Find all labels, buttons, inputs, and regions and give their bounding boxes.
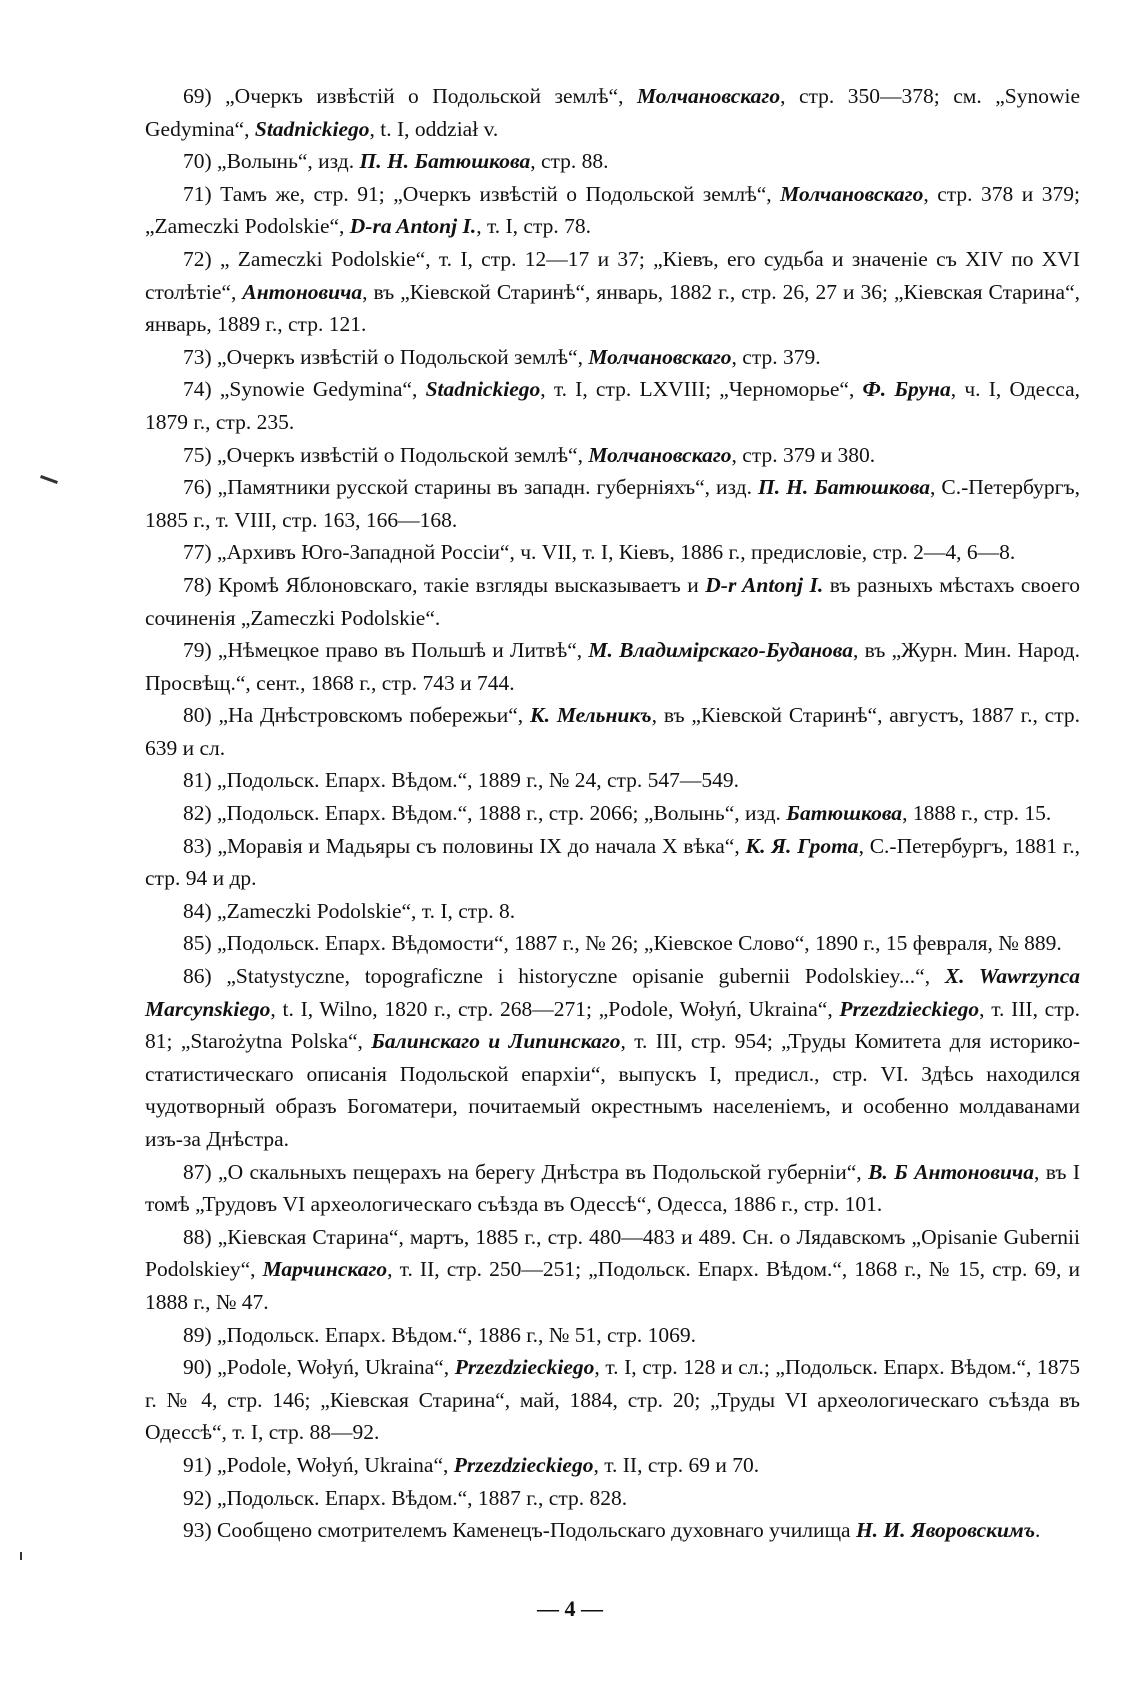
footnote-text: , т. I, стр. LXVIII; „Черноморье“, xyxy=(540,377,863,402)
footnote-author: П. Н. Батюшкова xyxy=(758,475,931,500)
page-number: — 4 — xyxy=(537,1596,603,1621)
footnote-text: 87) „О скальныхъ пещерахъ на берегу Днѣстра въ Подольской губерніи“, xyxy=(183,1159,869,1184)
footnote-author: Батюшкова xyxy=(786,801,903,826)
footnote-text: , стр. 379 и 380. xyxy=(731,442,876,467)
footnote-text: 88) „Кіевская Старина“, мартъ, 1885 г., стр. 480—483 и 489. Сн. о Лядавскомъ „Opisanie Gubernii Podolskiey“, xyxy=(145,1224,1080,1282)
footnote-text: , 1888 г., стр. 15. xyxy=(902,801,1052,826)
footnote-text: , С.-Петербургъ, 1885 г., т. VIII, стр. 163, 166—168. xyxy=(145,475,1080,532)
footnote-text: 80) „На Днѣстровскомъ побережьи“, xyxy=(183,703,531,728)
footnote-text: , t. I, oddział v. xyxy=(369,116,499,141)
footnote-text: , въ „Кіевской Старинѣ“, январь, 1882 г., стр. 26, 27 и 36; „Кіевская Старина“, январь, 1889 г., стр. 121. xyxy=(145,279,1080,337)
footnote-74 xyxy=(145,373,1080,438)
footnote-93 xyxy=(145,1514,1080,1547)
footnote-text: 82) „Подольск. Епарх. Вѣдом.“, 1888 г., стр. 2066; „Волынь“, изд. xyxy=(183,801,787,826)
footnote-text: , стр. 378 и 379; „Zameczki Podolskie“, xyxy=(145,181,1080,239)
footnote-text: 92) „Подольск. Епарх. Вѣдом.“, 1887 г., стр. 828. xyxy=(183,1485,628,1510)
footnote-text: 89) „Подольск. Епарх. Вѣдом.“, 1886 г., № 51, стр. 1069. xyxy=(183,1322,697,1347)
footnote-text: , въ „Кіевской Старинѣ“, августъ, 1887 г., стр. 639 и сл. xyxy=(145,703,1080,760)
footnote-text: 86) „Statystyczne, topograficzne i historyczne opisanie gubernii Podolskiey...“, xyxy=(183,964,945,989)
footnote-author: Н. И. Яворовскимъ xyxy=(855,1518,1036,1543)
footnote-author: В. Б Антоновича xyxy=(868,1159,1034,1184)
footnote-author: Przezdzieckiego xyxy=(453,1452,594,1477)
footnote-text: 71) Тамъ же, стр. 91; „Очеркъ извѣстій о Подольской землѣ“, xyxy=(183,181,781,206)
footnote-79 xyxy=(145,634,1080,699)
footnote-73 xyxy=(145,341,1080,374)
footnote-author: Ф. Бруна xyxy=(862,377,951,402)
scan-mark xyxy=(40,475,58,484)
footnote-84 xyxy=(145,895,1080,928)
footnote-text: , т. III, стр. 81; „Starożytna Polska“, xyxy=(145,996,1080,1054)
footnote-text: , т. I, стр. 128 и сл.; „Подольск. Епарх. Вѣдом.“, 1875 г. № 4, стр. 146; „Кіевская Старина“, май, 1884, стр. 20; „Труды VI археологическаго съѣзда въ Одессѣ“, т. I, стр. 88—92. xyxy=(145,1355,1080,1445)
footnote-85 xyxy=(145,927,1080,960)
footnote-author: Stadnickiego xyxy=(254,116,370,141)
footnote-author: Антоновича xyxy=(242,279,363,304)
footnote-69 xyxy=(145,80,1080,145)
footnote-author: Молчановскаго xyxy=(588,344,732,369)
footnote-77 xyxy=(145,536,1080,569)
footnote-89 xyxy=(145,1319,1080,1352)
footnote-text: , въ „Журн. Мин. Народ. Просвѣщ.“, сент., 1868 г., стр. 743 и 744. xyxy=(145,638,1080,695)
footnote-text: . xyxy=(1035,1518,1041,1543)
footnotes-list xyxy=(145,80,1080,1547)
footnote-text: , С.-Петербургъ, 1881 г., стр. 94 и др. xyxy=(145,833,1080,891)
footnote-text: , т. III, стр. 954; „Труды Комитета для историко-статистическаго описанія Подольской епархіи“, выпускъ I, предисл., стр. VI. Здѣсь находился чудотворный образъ Богоматери, почитаемый окрестнымъ населеніемъ, и особенно молдаванами изъ-за Днѣстра. xyxy=(145,1029,1081,1151)
footnote-text: 79) „Нѣмецкое право въ Польшѣ и Литвѣ“, xyxy=(183,638,589,663)
footnote-text: 72) „ Zameczki Podolskie“, т. I, стр. 12—17 и 37; „Кіевъ, его судьба и значеніе съ XIV по XVI столѣтіе“, xyxy=(145,246,1080,304)
footnote-text: 77) „Архивъ Юго-Западной Россіи“, ч. VII, т. I, Кіевъ, 1886 г., предисловіе, стр. 2—4, 6—8. xyxy=(183,540,1016,565)
footnote-text: , т. II, стр. 69 и 70. xyxy=(593,1452,760,1477)
footnote-81 xyxy=(145,764,1080,797)
footnote-text: 83) „Моравія и Мадьяры съ половины IX до начала X вѣка“, xyxy=(183,833,746,858)
footnote-text: 84) „Zameczki Podolskie“, т. I, стр. 8. xyxy=(183,898,516,923)
footnote-text: 78) Кромѣ Яблоновскаго, такіе взгляды высказываетъ и xyxy=(183,572,706,597)
footnote-text: 73) „Очеркъ извѣстій о Подольской землѣ“, xyxy=(183,344,589,369)
footnote-text: 91) „Podole, Wołyń, Ukraina“, xyxy=(183,1452,454,1477)
footnote-text: , ч. I, Одесса, 1879 г., стр. 235. xyxy=(145,377,1080,434)
footnote-author: Молчановскаго xyxy=(780,181,924,206)
footnote-text: 90) „Podole, Wołyń, Ukraina“, xyxy=(183,1355,455,1380)
footnote-text: 75) „Очеркъ извѣстій о Подольской землѣ“, xyxy=(183,442,589,467)
footnote-author: Молчановскаго xyxy=(636,84,781,108)
footnote-text: 69) „Очеркъ извѣстій о Подольской землѣ“, xyxy=(183,84,637,108)
footnote-text: , стр. 88. xyxy=(530,149,609,174)
footnote-author: D-ra Antonj I. xyxy=(349,214,477,239)
footnote-text: , стр. 350—378; см. „Synowie Gedymina“, xyxy=(145,84,1080,141)
footnote-author: Stadnickiego xyxy=(425,377,541,402)
footnote-92 xyxy=(145,1482,1080,1515)
footnote-82 xyxy=(145,797,1080,830)
footnote-author: Przezdzieckiego xyxy=(454,1355,595,1380)
footnote-text: 70) „Волынь“, изд. xyxy=(183,149,360,174)
footnote-78 xyxy=(145,569,1080,634)
footnote-70 xyxy=(145,145,1080,178)
footnote-71 xyxy=(145,178,1080,243)
footnote-author: Молчановскаго xyxy=(588,442,732,467)
footnote-author: D-r Antonj I. xyxy=(705,572,824,597)
footnote-text: , въ I томѣ „Трудовъ VI археологическаго съѣзда въ Одессѣ“, Одесса, 1886 г., стр. 101. xyxy=(145,1159,1081,1217)
footnote-text: , t. I, Wilno, 1820 г., стр. 268—271; „Podole, Wołyń, Ukraina“, xyxy=(270,996,840,1021)
footnote-text: , т. I, стр. 78. xyxy=(476,214,591,239)
footnote-text: 85) „Подольск. Епарх. Вѣдомости“, 1887 г., № 26; „Кіевское Слово“, 1890 г., 15 февраля, № 889. xyxy=(183,931,1062,956)
footnote-text: 81) „Подольск. Епарх. Вѣдом.“, 1889 г., № 24, стр. 547—549. xyxy=(183,768,740,793)
scan-mark xyxy=(20,1552,22,1560)
footnote-91 xyxy=(145,1449,1080,1482)
footnote-80 xyxy=(145,699,1080,764)
footnote-author: П. Н. Батюшкова xyxy=(359,149,531,174)
footnote-author: Балинскаго и Липинскаго xyxy=(371,1029,621,1054)
footnote-text: 76) „Памятники русской старины въ западн. губерніяхъ“, изд. xyxy=(183,475,758,500)
footnote-author: К. Мельникъ xyxy=(530,703,652,728)
footnote-75 xyxy=(145,439,1080,472)
footnote-87 xyxy=(145,1156,1080,1221)
footnote-author: М. Владимірскаго-Буданова xyxy=(588,638,854,663)
footnote-author: Марчинскаго xyxy=(262,1257,388,1282)
footnote-text: въ разныхъ мѣстахъ своего сочиненія „Zameczki Podolskie“. xyxy=(145,572,1080,630)
footnote-text: 93) Сообщено смотрителемъ Каменецъ-Подольскаго духовнаго училища xyxy=(183,1518,856,1543)
footnote-text: , т. II, стр. 250—251; „Подольск. Епарх. Вѣдом.“, 1868 г., № 15, стр. 69, и 1888 г., № 47. xyxy=(145,1257,1081,1314)
footnote-76 xyxy=(145,471,1080,536)
footnote-83 xyxy=(145,830,1080,895)
footnote-72 xyxy=(145,243,1080,341)
footnote-text: , стр. 379. xyxy=(731,344,821,369)
footnote-author: К. Я. Грота xyxy=(745,833,859,858)
footnote-90 xyxy=(145,1351,1080,1449)
footnote-text: 74) „Synowie Gedymina“, xyxy=(183,377,426,402)
footnote-88 xyxy=(145,1221,1080,1319)
footnote-86 xyxy=(145,960,1080,1156)
footnote-author: Przezdzieckiego xyxy=(839,996,980,1021)
footnote-author: X. Wawrzynca Marcynskiego xyxy=(145,964,1081,1021)
